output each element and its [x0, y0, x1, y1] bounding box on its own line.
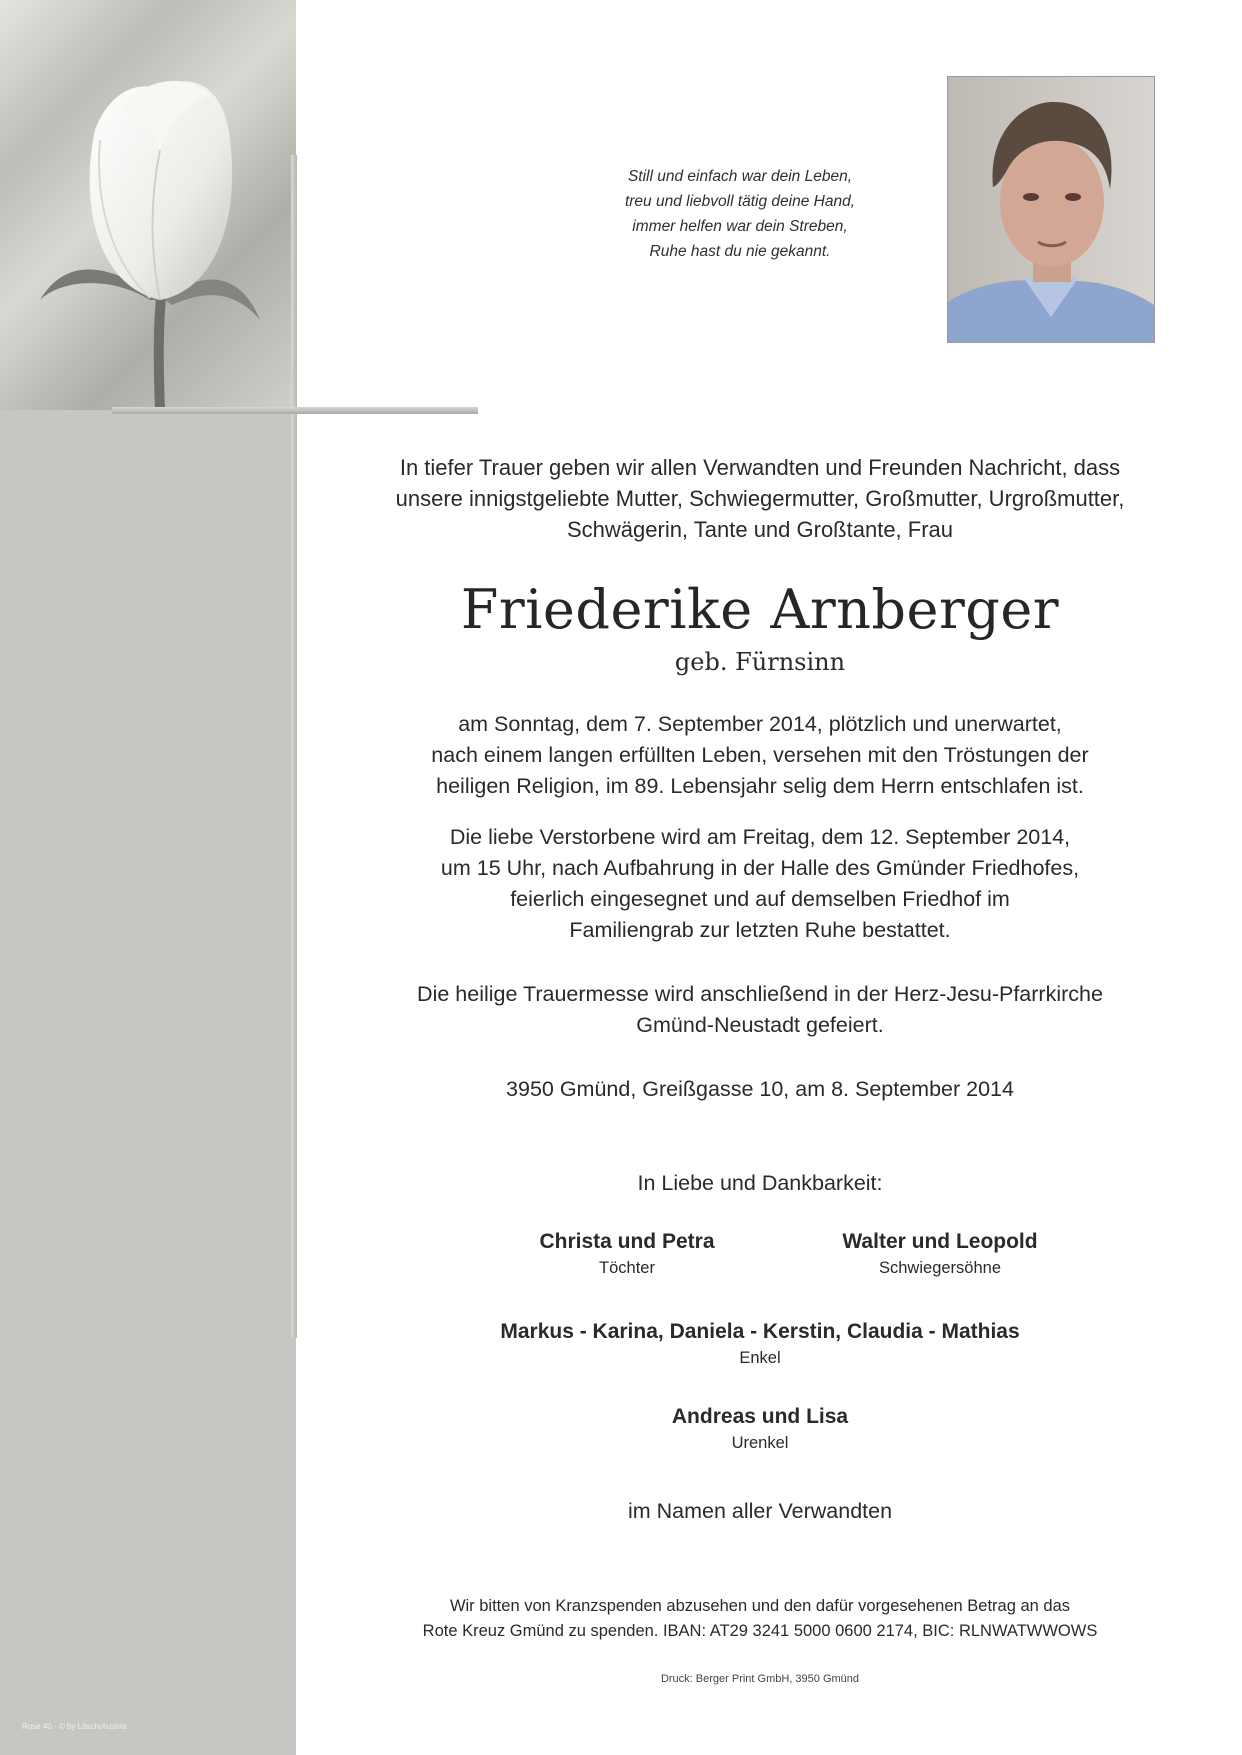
death-notice — [360, 709, 1160, 802]
funeral-line: feierlich eingesegnet und auf demselben Friedhof im — [510, 887, 1010, 911]
survivor-names: Christa und Petra — [539, 1230, 715, 1253]
donation-line: Rote Kreuz Gmünd zu spenden. IBAN: AT29 3241 5000 0600 2174, BIC: RLNWATWWOWS — [422, 1622, 1098, 1640]
notice-line: heiligen Religion, im 89. Lebensjahr selig dem Herrn entschlafen ist. — [436, 774, 1084, 798]
survivor-relation: Töchter — [599, 1259, 655, 1277]
notice-line: am Sonntag, dem 7. September 2014, plötzlich und unerwartet, — [458, 712, 1062, 736]
survivors-grandchildren — [360, 1318, 1160, 1370]
mass-line: Die heilige Trauermesse wird anschließend in der Herz-Jesu-Pfarrkirche — [417, 982, 1103, 1006]
portrait-photo — [947, 76, 1155, 343]
mass-info — [360, 979, 1160, 1041]
notice-line: nach einem langen erfüllten Leben, versehen mit den Tröstungen der — [431, 743, 1089, 767]
intro-line: unsere innigstgeliebte Mutter, Schwiegermutter, Großmutter, Urgroßmutter, — [395, 486, 1125, 511]
intro-text — [360, 452, 1160, 545]
birth-name: geb. Fürnsinn — [674, 648, 846, 676]
donation-line: Wir bitten von Kranzspenden abzusehen und den dafür vorgesehenen Betrag an das — [449, 1597, 1071, 1615]
cross-horizontal-bar — [112, 407, 478, 414]
deceased-name: Friederike Arnberger — [460, 578, 1060, 641]
survivor-relation: Urenkel — [731, 1434, 789, 1452]
poem-line: Ruhe hast du nie gekannt. — [649, 243, 831, 260]
survivors-sons-in-law — [780, 1228, 1100, 1280]
closing-line: im Namen aller Verwandten — [627, 1499, 893, 1523]
intro-line: Schwägerin, Tante und Großtante, Frau — [566, 517, 954, 542]
portrait-icon — [948, 77, 1154, 342]
rose-image — [0, 0, 296, 410]
survivors-great-grandchildren — [360, 1403, 1160, 1455]
survivor-names: Walter und Leopold — [842, 1230, 1038, 1253]
white-rose-bud-icon — [0, 0, 296, 410]
poem-line: treu und liebvoll tätig deine Hand, — [624, 193, 856, 210]
survivors-daughters — [467, 1228, 787, 1280]
thanks-heading: In Liebe und Dankbarkeit: — [637, 1171, 883, 1195]
image-copyright: Rose 40 - © by Lösch/Austria — [22, 1722, 127, 1731]
memorial-poem — [560, 164, 920, 264]
mass-line: Gmünd-Neustadt gefeiert. — [636, 1013, 884, 1037]
cross-vertical-bar — [291, 155, 297, 1338]
poem-line: Still und einfach war dein Leben, — [627, 168, 853, 185]
printer-credit: Druck: Berger Print GmbH, 3950 Gmünd — [660, 1673, 860, 1685]
survivor-names: Andreas und Lisa — [671, 1405, 849, 1428]
donation-request — [360, 1594, 1160, 1644]
survivor-relation: Schwiegersöhne — [879, 1259, 1001, 1277]
survivor-relation: Enkel — [739, 1349, 781, 1367]
funeral-line: Familiengrab zur letzten Ruhe bestattet. — [569, 918, 951, 942]
funeral-line: Die liebe Verstorbene wird am Freitag, dem 12. September 2014, — [449, 825, 1071, 849]
survivor-names: Markus - Karina, Daniela - Kerstin, Claudia - Mathias — [500, 1320, 1020, 1343]
place-and-date: 3950 Gmünd, Greißgasse 10, am 8. September 2014 — [506, 1077, 1014, 1101]
intro-line: In tiefer Trauer geben wir allen Verwandten und Freunden Nachricht, dass — [399, 455, 1121, 480]
funeral-info — [360, 822, 1160, 946]
funeral-line: um 15 Uhr, nach Aufbahrung in der Halle des Gmünder Friedhofes, — [440, 856, 1080, 880]
poem-line: immer helfen war dein Streben, — [632, 218, 848, 235]
